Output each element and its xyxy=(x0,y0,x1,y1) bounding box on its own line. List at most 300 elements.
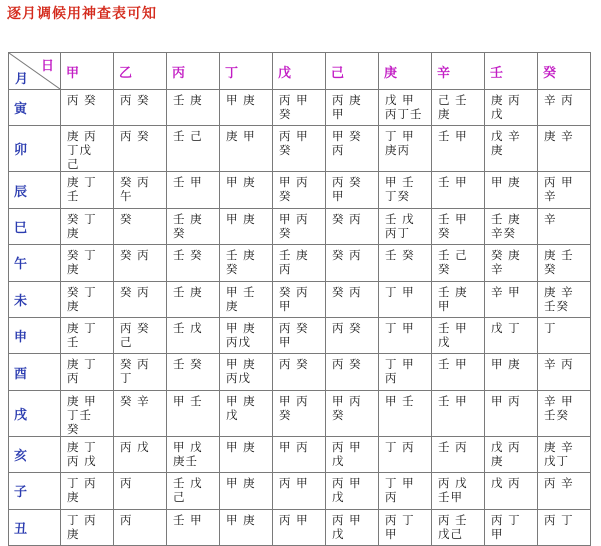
cell-line: 庚 xyxy=(438,107,451,121)
cell-line: 戊 辛 xyxy=(491,129,521,144)
cell-line: 丙 xyxy=(279,262,292,277)
cell-line: 庚壬 xyxy=(173,453,198,468)
table-cell xyxy=(167,281,220,317)
row-header-month: 巳 xyxy=(9,208,61,244)
table-row xyxy=(9,390,591,436)
table-cell xyxy=(432,126,485,172)
table-cell xyxy=(114,172,167,208)
cell-line: 壬 xyxy=(67,189,80,204)
cell-line: 丙 庚 xyxy=(332,93,362,107)
table-cell xyxy=(538,90,591,126)
table-cell xyxy=(379,317,432,353)
table-cell xyxy=(273,126,326,172)
cell-line: 甲 庚 xyxy=(226,211,256,226)
cell-line: 甲 庚 xyxy=(226,357,256,372)
cell-line: 丙 甲 xyxy=(332,512,362,527)
cell-line: 壬 甲 xyxy=(173,512,203,527)
table-cell xyxy=(379,281,432,317)
cell-line: 甲 庚 xyxy=(226,439,256,454)
table-cell xyxy=(114,473,167,509)
table-cell xyxy=(220,473,273,509)
header-row xyxy=(9,53,591,90)
cell-line: 壬 甲 xyxy=(438,129,468,144)
cell-line: 甲 壬 xyxy=(385,393,415,408)
cell-line: 丁 甲 xyxy=(385,476,415,491)
cell-line: 丁癸 xyxy=(385,189,410,204)
cell-line: 甲 庚 xyxy=(491,175,521,190)
table-cell xyxy=(167,90,220,126)
cell-line: 丙 xyxy=(332,143,345,158)
cell-line: 甲 xyxy=(438,298,451,313)
cell-line: 癸 辛 xyxy=(120,393,150,408)
cell-line: 庚 辛 xyxy=(544,129,574,144)
cell-line: 壬 庚 xyxy=(173,93,203,107)
table-cell xyxy=(273,172,326,208)
cell-line: 甲 xyxy=(332,189,345,204)
table-cell xyxy=(326,509,379,545)
cell-line: 甲 xyxy=(385,526,398,541)
table-cell xyxy=(114,90,167,126)
table-cell xyxy=(114,317,167,353)
row-header-month: 申 xyxy=(9,317,61,353)
cell-line: 己 xyxy=(173,490,186,505)
cell-line: 甲 xyxy=(279,334,292,349)
table-cell xyxy=(273,509,326,545)
table-cell xyxy=(379,390,432,436)
cell-line: 庚 xyxy=(67,262,80,277)
cell-line: 甲 壬 xyxy=(226,284,256,299)
cell-line: 癸 丙 xyxy=(332,284,362,299)
table-cell xyxy=(220,509,273,545)
cell-line: 癸 丙 xyxy=(120,357,150,372)
table-cell xyxy=(485,354,538,390)
table-cell xyxy=(114,281,167,317)
table-cell xyxy=(538,172,591,208)
cell-line: 丙戊 xyxy=(226,371,251,386)
cell-line: 壬 庚 xyxy=(226,248,256,263)
cell-line: 辛 丙 xyxy=(544,93,574,107)
column-header-stem: 壬 xyxy=(485,53,538,90)
cell-line: 壬 戊 xyxy=(173,320,203,335)
cell-line: 庚丙 xyxy=(385,143,410,158)
cell-line: 丁 甲 xyxy=(385,284,415,299)
table-cell xyxy=(485,126,538,172)
cell-line: 己 xyxy=(67,157,80,172)
table-cell xyxy=(538,509,591,545)
table-cell xyxy=(220,126,273,172)
table-row xyxy=(9,126,591,172)
table-cell xyxy=(167,436,220,472)
cell-line: 壬 癸 xyxy=(173,248,203,263)
cell-line: 丙 戊 xyxy=(67,453,97,468)
table-cell xyxy=(326,172,379,208)
table-cell xyxy=(61,90,114,126)
cell-line: 丙丁壬 xyxy=(385,107,423,121)
cell-line: 庚 丁 xyxy=(67,320,97,335)
cell-line: 丙 癸 xyxy=(279,357,309,372)
cell-line: 丙戊 xyxy=(226,334,251,349)
table-cell xyxy=(538,354,591,390)
table-cell xyxy=(326,317,379,353)
cell-line: 辛 甲 xyxy=(544,393,574,408)
table-cell xyxy=(167,126,220,172)
cell-line: 丁 丙 xyxy=(385,439,415,454)
cell-line: 癸 丁 xyxy=(67,284,97,299)
cell-line: 庚 辛 xyxy=(544,439,574,454)
cell-line: 癸 xyxy=(226,262,239,277)
table-cell xyxy=(220,390,273,436)
column-header-stem: 乙 xyxy=(114,53,167,90)
cell-line: 甲 xyxy=(332,107,345,121)
cell-line: 癸 xyxy=(279,407,292,422)
table-cell xyxy=(220,208,273,244)
table-cell xyxy=(379,354,432,390)
cell-line: 癸 丙 xyxy=(332,248,362,263)
cell-line: 丙 甲 xyxy=(279,129,309,144)
column-header-stem: 辛 xyxy=(432,53,485,90)
table-row xyxy=(9,436,591,472)
table-cell xyxy=(61,354,114,390)
cell-line: 壬 戊 xyxy=(173,476,203,491)
cell-line: 壬 戊 xyxy=(385,211,415,226)
cell-line: 甲 庚 xyxy=(226,393,256,408)
cell-line: 丙 甲 xyxy=(279,512,309,527)
cell-line: 丙 癸 xyxy=(279,320,309,335)
table-cell xyxy=(61,126,114,172)
table-cell xyxy=(379,245,432,281)
table-cell xyxy=(61,390,114,436)
cell-line: 癸 xyxy=(67,421,80,436)
table-cell xyxy=(273,90,326,126)
cell-line: 丙 xyxy=(120,512,133,527)
cell-line: 壬甲 xyxy=(438,490,463,505)
cell-line: 癸 丙 xyxy=(120,175,150,190)
table-cell xyxy=(485,281,538,317)
cell-line: 丙 癸 xyxy=(332,357,362,372)
cell-line: 癸 xyxy=(438,262,451,277)
table-cell xyxy=(432,245,485,281)
table-cell xyxy=(326,245,379,281)
row-header-month: 戌 xyxy=(9,390,61,436)
cell-line: 壬 癸 xyxy=(173,357,203,372)
cell-line: 庚 丁 xyxy=(67,175,97,190)
cell-line: 戊己 xyxy=(438,526,463,541)
cell-line: 庚 丙 xyxy=(491,93,521,107)
cell-line: 丁 xyxy=(544,320,557,335)
table-cell xyxy=(326,354,379,390)
cell-line: 丁 丙 xyxy=(67,512,97,527)
day-master-label: 日 xyxy=(40,59,54,74)
table-cell xyxy=(114,245,167,281)
table-cell xyxy=(538,245,591,281)
row-header-month: 寅 xyxy=(9,90,61,126)
cell-line: 辛癸 xyxy=(491,225,516,240)
cell-line: 辛 甲 xyxy=(491,284,521,299)
cell-line: 戊 丙 xyxy=(491,476,521,491)
cell-line: 甲 庚 xyxy=(226,175,256,190)
cell-line: 丁 丙 xyxy=(67,476,97,491)
row-header-month: 卯 xyxy=(9,126,61,172)
cell-line: 丙 癸 xyxy=(120,320,150,335)
cell-line: 丙 xyxy=(67,371,80,386)
cell-line: 丙 xyxy=(385,371,398,386)
cell-line: 戊 甲 xyxy=(385,93,415,107)
cell-line: 壬 庚 xyxy=(173,211,203,226)
table-cell xyxy=(485,436,538,472)
table-cell xyxy=(379,208,432,244)
cell-line: 庚 辛 xyxy=(544,284,574,299)
cell-line: 甲 xyxy=(491,526,504,541)
cell-line: 戊 xyxy=(226,407,239,422)
table-cell xyxy=(326,436,379,472)
cell-line: 丙丁 xyxy=(385,225,410,240)
table-cell xyxy=(432,354,485,390)
cell-line: 丙 癸 xyxy=(120,93,150,107)
cell-line: 甲 庚 xyxy=(226,320,256,335)
column-header-stem: 甲 xyxy=(61,53,114,90)
table-cell xyxy=(538,126,591,172)
column-header-stem: 丙 xyxy=(167,53,220,90)
table-cell xyxy=(485,90,538,126)
cell-line: 壬 己 xyxy=(438,248,468,263)
table-row xyxy=(9,473,591,509)
cell-line: 甲 戊 xyxy=(173,439,203,454)
cell-line: 丁 甲 xyxy=(385,129,415,144)
table-cell xyxy=(379,172,432,208)
cell-line: 壬 甲 xyxy=(438,320,468,335)
cell-line: 甲 丙 xyxy=(279,439,309,454)
cell-line: 癸 丁 xyxy=(67,248,97,263)
table-cell xyxy=(326,90,379,126)
table-cell xyxy=(432,90,485,126)
row-header-month: 丑 xyxy=(9,509,61,545)
cell-line: 癸 丙 xyxy=(279,284,309,299)
cell-line: 壬 丙 xyxy=(438,439,468,454)
cell-line: 丁 xyxy=(120,371,133,386)
cell-line: 己 xyxy=(120,334,133,349)
cell-line: 癸 xyxy=(279,189,292,204)
table-cell xyxy=(61,317,114,353)
cell-line: 丙 戊 xyxy=(438,476,468,491)
table-cell xyxy=(220,90,273,126)
table-cell xyxy=(273,281,326,317)
table-cell xyxy=(273,317,326,353)
cell-line: 丙 甲 xyxy=(279,93,309,107)
cell-line: 丁壬 xyxy=(67,407,92,422)
cell-line: 癸 丙 xyxy=(120,248,150,263)
cell-line: 丙 甲 xyxy=(332,476,362,491)
table-cell xyxy=(61,436,114,472)
cell-line: 庚 xyxy=(67,490,80,505)
table-cell xyxy=(167,172,220,208)
cell-line: 壬 甲 xyxy=(438,393,468,408)
table-cell xyxy=(273,436,326,472)
cell-line: 壬 庚 xyxy=(279,248,309,263)
table-cell xyxy=(485,208,538,244)
cell-line: 壬 甲 xyxy=(438,211,468,226)
cell-line: 丙 xyxy=(385,490,398,505)
table-cell xyxy=(114,436,167,472)
table-cell xyxy=(167,354,220,390)
table-cell xyxy=(114,509,167,545)
cell-line: 甲 壬 xyxy=(385,175,415,190)
tiaohou-table xyxy=(8,52,591,546)
cell-line: 丙 癸 xyxy=(67,93,97,107)
cell-line: 午 xyxy=(120,189,133,204)
cell-line: 癸 xyxy=(544,262,557,277)
row-header-month: 未 xyxy=(9,281,61,317)
table-cell xyxy=(432,473,485,509)
cell-line: 丙 xyxy=(120,476,133,491)
cell-line: 丙 辛 xyxy=(544,476,574,491)
cell-line: 庚 xyxy=(67,225,80,240)
table-row xyxy=(9,90,591,126)
corner-cell xyxy=(9,53,61,90)
table-cell xyxy=(379,473,432,509)
cell-line: 丁 甲 xyxy=(385,357,415,372)
cell-line: 壬癸 xyxy=(544,298,569,313)
table-cell xyxy=(485,390,538,436)
table-cell xyxy=(273,245,326,281)
cell-line: 庚 丁 xyxy=(67,357,97,372)
table-cell xyxy=(273,390,326,436)
table-cell xyxy=(538,436,591,472)
cell-line: 庚 丁 xyxy=(67,439,97,454)
table-row xyxy=(9,208,591,244)
cell-line: 庚 丙 xyxy=(67,129,97,144)
cell-line: 甲 丙 xyxy=(279,211,309,226)
table-cell xyxy=(167,473,220,509)
cell-line: 癸 xyxy=(279,107,292,121)
column-header-stem: 丁 xyxy=(220,53,273,90)
table-cell xyxy=(114,126,167,172)
table-cell xyxy=(61,245,114,281)
cell-line: 甲 丙 xyxy=(279,175,309,190)
cell-line: 甲 壬 xyxy=(173,393,203,408)
cell-line: 甲 庚 xyxy=(491,357,521,372)
cell-line: 辛 丙 xyxy=(544,357,574,372)
cell-line: 辛 xyxy=(544,211,557,226)
table-cell xyxy=(326,390,379,436)
table-cell xyxy=(432,509,485,545)
cell-line: 丙 甲 xyxy=(544,175,574,190)
cell-line: 壬 甲 xyxy=(173,175,203,190)
table-cell xyxy=(432,172,485,208)
table-cell xyxy=(167,208,220,244)
table-cell xyxy=(273,473,326,509)
table-cell xyxy=(538,317,591,353)
cell-line: 庚 xyxy=(67,526,80,541)
cell-line: 庚 xyxy=(226,298,239,313)
table-cell xyxy=(167,509,220,545)
cell-line: 辛 xyxy=(544,189,557,204)
table-cell xyxy=(220,281,273,317)
cell-line: 甲 庚 xyxy=(226,93,256,107)
table-cell xyxy=(220,172,273,208)
cell-line: 丙 戊 xyxy=(120,439,150,454)
page-title: 逐月调候用神查表可知 xyxy=(7,6,157,22)
table-cell xyxy=(485,172,538,208)
cell-line: 庚 甲 xyxy=(226,129,256,144)
cell-line: 庚 xyxy=(67,298,80,313)
cell-line: 壬 甲 xyxy=(438,357,468,372)
table-cell xyxy=(379,509,432,545)
cell-line: 丙 丁 xyxy=(385,512,415,527)
table-row xyxy=(9,354,591,390)
row-header-month: 午 xyxy=(9,245,61,281)
cell-line: 戊 xyxy=(332,490,345,505)
cell-line: 甲 丙 xyxy=(279,393,309,408)
cell-line: 壬 庚 xyxy=(438,284,468,299)
cell-line: 壬 庚 xyxy=(173,284,203,299)
table-cell xyxy=(273,208,326,244)
month-label: 月 xyxy=(15,72,29,87)
table-cell xyxy=(379,436,432,472)
cell-line: 己 壬 xyxy=(438,93,468,107)
table-row xyxy=(9,172,591,208)
cell-line: 戊丁 xyxy=(544,453,569,468)
cell-line: 癸 xyxy=(173,225,186,240)
cell-line: 丁 甲 xyxy=(385,320,415,335)
cell-line: 甲 癸 xyxy=(332,129,362,144)
table-cell xyxy=(538,281,591,317)
table-cell xyxy=(485,509,538,545)
cell-line: 辛 xyxy=(491,262,504,277)
column-header-stem: 戊 xyxy=(273,53,326,90)
table-cell xyxy=(538,473,591,509)
column-header-stem: 己 xyxy=(326,53,379,90)
cell-line: 壬 庚 xyxy=(491,211,521,226)
cell-line: 丙 丁 xyxy=(491,512,521,527)
table-row xyxy=(9,317,591,353)
table-cell xyxy=(167,317,220,353)
table-cell xyxy=(326,126,379,172)
cell-line: 戊 丁 xyxy=(491,320,521,335)
cell-line: 庚 甲 xyxy=(67,393,97,408)
cell-line: 壬 甲 xyxy=(438,175,468,190)
cell-line: 癸 庚 xyxy=(491,248,521,263)
cell-line: 甲 丙 xyxy=(491,393,521,408)
table-cell xyxy=(114,390,167,436)
table-cell xyxy=(220,245,273,281)
cell-line: 丙 癸 xyxy=(332,320,362,335)
table-row xyxy=(9,245,591,281)
row-header-month: 辰 xyxy=(9,172,61,208)
cell-line: 戊 xyxy=(438,334,451,349)
table-cell xyxy=(432,390,485,436)
table-cell xyxy=(167,245,220,281)
cell-line: 癸 xyxy=(279,225,292,240)
table-cell xyxy=(61,208,114,244)
cell-line: 戊 xyxy=(332,526,345,541)
table-cell xyxy=(61,172,114,208)
table-cell xyxy=(326,208,379,244)
table-cell xyxy=(220,436,273,472)
cell-line: 癸 丙 xyxy=(120,284,150,299)
cell-line: 甲 庚 xyxy=(226,512,256,527)
table-body xyxy=(9,90,591,546)
cell-line: 戊 丙 xyxy=(491,439,521,454)
table-cell xyxy=(379,126,432,172)
cell-line: 壬 癸 xyxy=(385,248,415,263)
cell-line: 癸 xyxy=(332,407,345,422)
cell-line: 癸 xyxy=(438,225,451,240)
cell-line: 丙 壬 xyxy=(438,512,468,527)
table-cell xyxy=(432,436,485,472)
cell-line: 庚 壬 xyxy=(544,248,574,263)
table-cell xyxy=(432,281,485,317)
cell-line: 壬 xyxy=(67,334,80,349)
